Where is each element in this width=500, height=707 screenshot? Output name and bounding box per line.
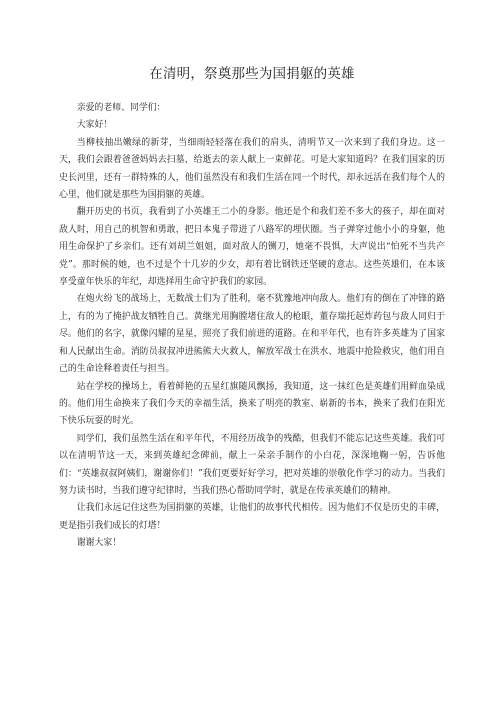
body-paragraph: 让我们永远记住这些为国捐躯的英雄，让他们的故事代代相传。因为他们不仅是历史的丰碑，更是指引我们成长的灯塔！ bbox=[59, 503, 445, 531]
salutation: 亲爱的老师、同学们： bbox=[76, 103, 166, 113]
body-paragraph: 在炮火纷飞的战场上，无数战士们为了胜利，毫不犹豫地冲向敌人。他们有的倒在了冲锋的路上，有的为了掩护战友牺牲自己。黄继光用胸膛堵住敌人的枪眼，董存瑞托起炸药包与敌人同归于尽。他们的名字，就像闪耀的星星，照亮了我们前进的道路。在和平年代，也有许多英雄为了国家和人民献出生命。消防员叔叔冲进熊熊大火救人，解放军战士在洪水、地震中抢险救灾，他们用自己的生命诠释着责任与担当。 bbox=[59, 294, 445, 375]
body-paragraph: 站在学校的操场上，看着鲜艳的五星红旗随风飘扬，我知道，这一抹红色是英雄们用鲜血染成的。他们用生命换来了我们今天的幸福生活，换来了明亮的教室、崭新的书本，换来了我们在阳光下快乐玩耍的时光。 bbox=[59, 381, 445, 427]
body-paragraph: 同学们，我们虽然生活在和平年代，不用经历战争的残酷，但我们不能忘记这些英雄。我们可以在清明节这一天，来到英雄纪念碑前，献上一朵亲手制作的小白花，深深地鞠一躬，告诉他们：“英雄叔叔阿姨们，谢谢你们！”我们更要好好学习，把对英雄的崇敬化作学习的动力。当我们努力读书时，当我们遵守纪律时，当我们热心帮助同学时，就是在传承英雄们的精神。 bbox=[59, 433, 445, 496]
document-title: 在清明，祭奠那些为国捐躯的英雄 bbox=[149, 66, 355, 82]
closing: 谢谢大家！ bbox=[76, 538, 122, 549]
greeting: 大家好！ bbox=[76, 120, 113, 131]
body-paragraph: 翻开历史的书页，我看到了小英雄王二小的身影。他还是个和我们差不多大的孩子，却在面对敌人时，用自己的机智和勇敢，把日本鬼子带进了八路军的埋伏圈。当子弹穿过他小小的身躯，他用生命保护了乡亲们。还有刘胡兰姐姐，面对敌人的铡刀，她毫不畏惧，大声说出“怕死不当共产党”。那时候的她，也不过是个十几岁的少女，却有着比钢铁还坚硬的意志。这些英雄们，在本该享受童年快乐的年纪，却选择用生命守护我们的家园。 bbox=[59, 207, 445, 288]
body-paragraph: 当柳枝抽出嫩绿的新芽，当细雨轻轻落在我们的肩头，清明节又一次来到了我们身边。这一天，我们会跟着爸爸妈妈去扫墓，给逝去的亲人献上一束鲜花。可是大家知道吗？在我们国家的历史长河里，还有一群特殊的人，他们虽然没有和我们生活在同一个时代，却永远活在我们每个人的心里，他们就是那些为国捐躯的英雄。 bbox=[59, 137, 445, 201]
